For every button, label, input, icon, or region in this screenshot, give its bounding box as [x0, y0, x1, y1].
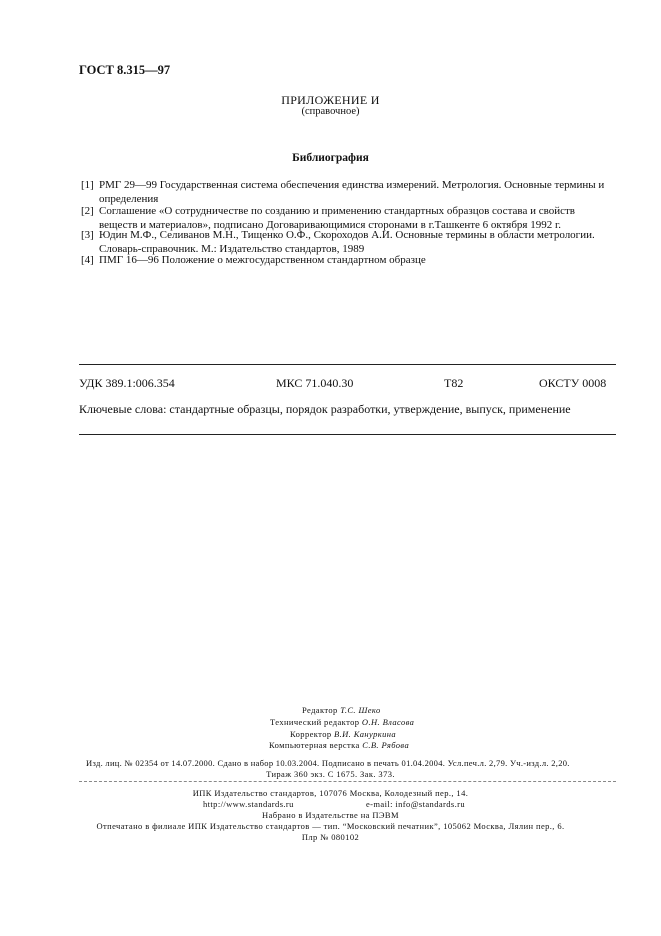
okstu-code: ОКСТУ 0008 [539, 376, 607, 390]
bibliography-entry [81, 253, 616, 267]
publisher-address: ИПК Издательство стандартов, 107076 Москва, Колодезный пер., 14. [192, 788, 469, 798]
credit-role: Технический редактор [270, 717, 360, 727]
mks-code: МКС 71.040.30 [276, 376, 354, 390]
entry-text: Соглашение «О сотрудничестве по созданию и применению стандартных образцов состава и свойств веществ и материалов», подписано Договаривающимися сторонами в г.Ташкенте 6 октября 1992 г. [99, 205, 575, 231]
bibliography-entry [81, 178, 616, 206]
bibliography-title: Библиография [292, 152, 369, 164]
entry-number: [3] [81, 229, 94, 241]
entry-number: [1] [81, 179, 94, 191]
publisher-email: e-mail: info@standards.ru [366, 799, 466, 809]
print-run-line: Тираж 360 экз. С 1675. Зак. 373. [266, 769, 395, 779]
credit-corrector [290, 729, 396, 739]
credit-role: Корректор [290, 729, 332, 739]
license-number: Плр № 080102 [301, 832, 360, 842]
udk-code: УДК 389.1:006.354 [79, 376, 175, 390]
appendix-title: ПРИЛОЖЕНИЕ И [281, 93, 380, 107]
bottom-rule [79, 434, 616, 435]
print-info-line: Изд. лиц. № 02354 от 14.07.2000. Сдано в набор 10.03.2004. Подписано в печать 01.04.2004. Усл.печ.л. 2,79. Уч.-изд.л. 2,20. [86, 758, 570, 768]
top-rule [79, 364, 616, 365]
bibliography-entry [81, 228, 616, 256]
credit-layout [269, 740, 409, 750]
credit-name: О.Н. Власова [361, 717, 415, 727]
credit-name: Т.С. Шеко [340, 705, 381, 715]
credit-name: В.И. Кануркина [334, 729, 397, 739]
credit-role: Компьютерная верстка [269, 740, 360, 750]
keywords-line: Ключевые слова: стандартные образцы, порядок разработки, утверждение, выпуск, применение [79, 402, 571, 416]
credit-tech-editor [270, 717, 414, 727]
document-code: ГОСТ 8.315—97 [79, 63, 171, 77]
entry-text: РМГ 29—99 Государственная система обеспечения единства измерений. Метрология. Основные термины и определения [99, 179, 605, 205]
appendix-subtitle: (справочное) [301, 106, 360, 117]
typeset-note: Набрано в Издательстве на ПЭВМ [262, 810, 399, 820]
credit-name: С.В. Рябова [362, 740, 410, 750]
dashed-divider [79, 781, 616, 782]
entry-number: [4] [81, 254, 94, 266]
publisher-website: http://www.standards.ru [203, 799, 294, 809]
entry-text: Юдин М.Ф., Селиванов М.Н., Тищенко О.Ф., Скороходов А.И. Основные термины в области метрологии. Словарь-справочник. М.: Издательство стандартов, 1989 [99, 229, 595, 255]
credit-editor [302, 705, 381, 715]
entry-number: [2] [81, 205, 94, 217]
printed-at-note: Отпечатано в филиале ИПК Издательство стандартов — тип. “Московский печатник”, 105062 Москва, Лялин пер., 6. [96, 821, 565, 831]
t-code: Т82 [444, 376, 464, 390]
credit-role: Редактор [302, 705, 338, 715]
entry-text: ПМГ 16—96 Положение о межгосударственном стандартном образце [99, 254, 426, 266]
